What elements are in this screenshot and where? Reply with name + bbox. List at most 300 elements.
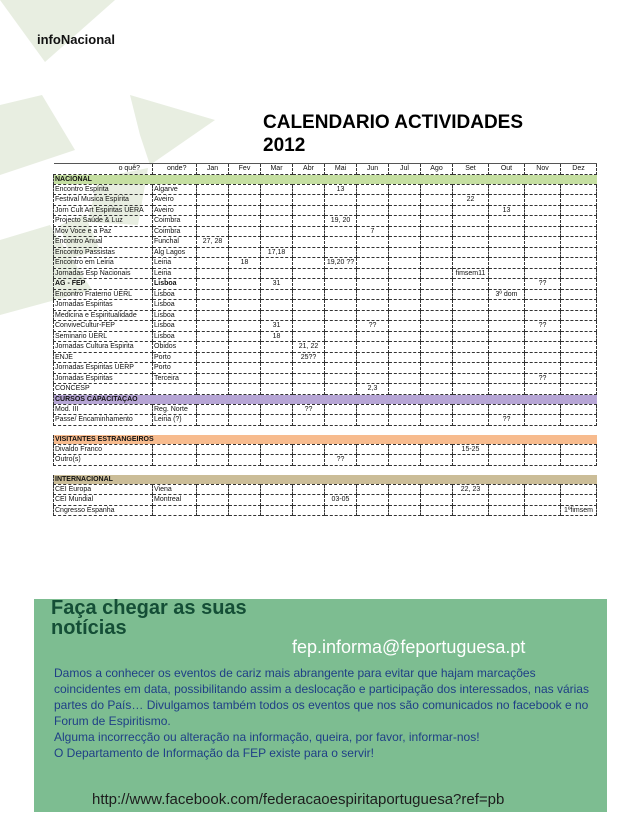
column-header: Jul xyxy=(389,164,421,175)
month-cell xyxy=(261,342,293,353)
event-name: AG - FEP xyxy=(54,279,153,290)
month-cell xyxy=(453,247,489,258)
month-cell xyxy=(357,205,389,216)
month-cell xyxy=(229,247,261,258)
month-cell xyxy=(357,363,389,374)
month-cell xyxy=(561,455,597,466)
month-cell xyxy=(261,415,293,426)
month-cell: 22 xyxy=(453,195,489,206)
month-cell xyxy=(197,331,229,342)
month-cell xyxy=(421,342,453,353)
event-place: Porto xyxy=(153,352,197,363)
month-cell xyxy=(389,415,421,426)
month-cell xyxy=(421,484,453,495)
month-cell xyxy=(453,373,489,384)
event-name: Passe/ Encaminhamento xyxy=(54,415,153,426)
month-cell xyxy=(293,289,325,300)
month-cell xyxy=(525,216,561,227)
month-cell xyxy=(389,352,421,363)
month-cell xyxy=(421,258,453,269)
event-name: Medicina e Espiritualidade xyxy=(54,310,153,321)
month-cell xyxy=(197,300,229,311)
month-cell xyxy=(489,268,525,279)
month-cell xyxy=(421,289,453,300)
month-cell xyxy=(357,300,389,311)
month-cell xyxy=(489,331,525,342)
month-cell xyxy=(421,268,453,279)
month-cell xyxy=(489,321,525,332)
month-cell xyxy=(197,195,229,206)
month-cell: ?? xyxy=(325,455,357,466)
month-cell xyxy=(389,444,421,455)
month-cell xyxy=(561,484,597,495)
month-cell xyxy=(293,226,325,237)
month-cell: ?? xyxy=(489,415,525,426)
month-cell xyxy=(453,495,489,506)
month-cell xyxy=(421,404,453,415)
month-cell xyxy=(325,300,357,311)
month-cell xyxy=(293,495,325,506)
table-row xyxy=(54,352,597,363)
month-cell: 2,3 xyxy=(357,384,389,395)
month-cell xyxy=(453,205,489,216)
event-name: CEI Europa xyxy=(54,484,153,495)
event-place xyxy=(153,455,197,466)
month-cell xyxy=(389,310,421,321)
month-cell xyxy=(421,373,453,384)
month-cell xyxy=(453,342,489,353)
month-cell xyxy=(229,268,261,279)
month-cell xyxy=(421,384,453,395)
event-name: CONCESP xyxy=(54,384,153,395)
month-cell xyxy=(197,268,229,279)
section-row xyxy=(54,174,597,184)
month-cell xyxy=(453,363,489,374)
month-cell xyxy=(525,352,561,363)
month-cell xyxy=(421,415,453,426)
month-cell xyxy=(489,363,525,374)
month-cell xyxy=(229,455,261,466)
table-row xyxy=(54,384,597,395)
month-cell xyxy=(421,184,453,195)
month-cell xyxy=(525,268,561,279)
month-cell xyxy=(293,444,325,455)
month-cell xyxy=(453,331,489,342)
month-cell xyxy=(229,505,261,516)
month-cell xyxy=(325,247,357,258)
calendar-body xyxy=(54,174,597,516)
month-cell xyxy=(325,279,357,290)
month-cell xyxy=(229,289,261,300)
month-cell xyxy=(261,384,293,395)
month-cell xyxy=(357,247,389,258)
event-name: Projecto Saúde & Luz xyxy=(54,216,153,227)
column-header: Jun xyxy=(357,164,389,175)
month-cell xyxy=(389,289,421,300)
month-cell: ?? xyxy=(293,404,325,415)
month-cell xyxy=(489,247,525,258)
event-place: Coimbra xyxy=(153,226,197,237)
month-cell xyxy=(389,300,421,311)
month-cell xyxy=(389,226,421,237)
month-cell xyxy=(229,226,261,237)
spacer-row xyxy=(54,465,597,475)
table-row xyxy=(54,505,597,516)
month-cell xyxy=(489,444,525,455)
month-cell xyxy=(561,289,597,300)
month-cell: 19, 20 xyxy=(325,216,357,227)
column-header: Abr xyxy=(293,164,325,175)
month-cell xyxy=(197,373,229,384)
event-place: Algarve xyxy=(153,184,197,195)
table-row xyxy=(54,310,597,321)
month-cell xyxy=(261,352,293,363)
news-panel xyxy=(34,599,607,812)
event-name: Jorn Cult Art Espiritas UERA xyxy=(54,205,153,216)
month-cell xyxy=(525,300,561,311)
month-cell xyxy=(561,415,597,426)
month-cell xyxy=(421,247,453,258)
event-name: Jornadas Espiritas UERP xyxy=(54,363,153,374)
column-header: Dez xyxy=(561,164,597,175)
month-cell xyxy=(325,415,357,426)
event-place: Lisboa xyxy=(153,331,197,342)
month-cell xyxy=(325,289,357,300)
table-row xyxy=(54,495,597,506)
month-cell xyxy=(229,205,261,216)
month-cell xyxy=(261,310,293,321)
month-cell xyxy=(229,300,261,311)
column-header: Fev xyxy=(229,164,261,175)
month-cell xyxy=(261,505,293,516)
month-cell xyxy=(325,321,357,332)
month-cell xyxy=(325,205,357,216)
month-cell xyxy=(561,384,597,395)
month-cell xyxy=(453,226,489,237)
month-cell xyxy=(261,195,293,206)
month-cell xyxy=(293,195,325,206)
month-cell xyxy=(525,444,561,455)
event-place: Lisboa xyxy=(153,279,197,290)
month-cell xyxy=(357,195,389,206)
month-cell xyxy=(325,331,357,342)
month-cell xyxy=(261,495,293,506)
month-cell: 1ºfimsem xyxy=(561,505,597,516)
table-row xyxy=(54,226,597,237)
table-row xyxy=(54,300,597,311)
month-cell xyxy=(389,404,421,415)
month-cell xyxy=(389,279,421,290)
month-cell xyxy=(453,237,489,248)
month-cell xyxy=(261,184,293,195)
month-cell xyxy=(489,352,525,363)
month-cell xyxy=(453,415,489,426)
page-title-line-2: 2012 xyxy=(263,135,306,156)
month-cell xyxy=(229,363,261,374)
contact-email[interactable]: fep.informa@feportuguesa.pt xyxy=(292,637,526,657)
month-cell xyxy=(357,331,389,342)
month-cell xyxy=(357,342,389,353)
month-cell xyxy=(261,300,293,311)
month-cell: 31 xyxy=(261,321,293,332)
event-name: ConviveCultur-FEP xyxy=(54,321,153,332)
event-name: Jornadas Espiritas xyxy=(54,373,153,384)
month-cell xyxy=(357,404,389,415)
month-cell xyxy=(389,505,421,516)
month-cell xyxy=(261,455,293,466)
event-name: Seminario UERL xyxy=(54,331,153,342)
month-cell xyxy=(453,352,489,363)
month-cell xyxy=(261,226,293,237)
month-cell xyxy=(293,373,325,384)
month-cell xyxy=(197,484,229,495)
month-cell xyxy=(389,495,421,506)
event-place: Viena xyxy=(153,484,197,495)
month-cell xyxy=(525,455,561,466)
month-cell xyxy=(489,384,525,395)
month-cell xyxy=(261,258,293,269)
month-cell xyxy=(421,321,453,332)
month-cell xyxy=(325,444,357,455)
event-place: Lisboa xyxy=(153,310,197,321)
month-cell xyxy=(293,363,325,374)
column-header: Nov xyxy=(525,164,561,175)
month-cell xyxy=(229,484,261,495)
month-cell xyxy=(357,495,389,506)
month-cell xyxy=(261,363,293,374)
month-cell xyxy=(525,505,561,516)
table-row xyxy=(54,247,597,258)
month-cell xyxy=(389,373,421,384)
section-label: VISITANTES ESTRANGEIROS xyxy=(54,435,597,445)
month-cell xyxy=(197,321,229,332)
month-cell xyxy=(389,216,421,227)
month-cell xyxy=(325,404,357,415)
event-name: CEI Mundial xyxy=(54,495,153,506)
spacer-row xyxy=(54,425,597,435)
month-cell xyxy=(421,279,453,290)
month-cell xyxy=(229,195,261,206)
month-cell xyxy=(229,331,261,342)
month-cell xyxy=(525,237,561,248)
event-name: Divaldo Franco xyxy=(54,444,153,455)
month-cell xyxy=(453,258,489,269)
event-name: Mov Voce e a Paz xyxy=(54,226,153,237)
month-cell xyxy=(293,484,325,495)
month-cell xyxy=(489,237,525,248)
event-place: Leiria (?) xyxy=(153,415,197,426)
month-cell xyxy=(561,310,597,321)
month-cell xyxy=(561,216,597,227)
event-place: Terceira xyxy=(153,373,197,384)
month-cell xyxy=(389,247,421,258)
month-cell xyxy=(525,415,561,426)
event-name: Outro(s) xyxy=(54,455,153,466)
month-cell xyxy=(293,321,325,332)
event-place xyxy=(153,444,197,455)
brand-label: infoNacional xyxy=(37,32,116,47)
month-cell: 03-05 xyxy=(325,495,357,506)
month-cell xyxy=(229,444,261,455)
month-cell xyxy=(561,444,597,455)
calendar-header-row xyxy=(54,164,597,175)
event-place: Leiria xyxy=(153,258,197,269)
month-cell: 27, 28 xyxy=(197,237,229,248)
month-cell xyxy=(421,455,453,466)
section-row xyxy=(54,475,597,485)
month-cell xyxy=(229,415,261,426)
month-cell: 3º dom xyxy=(489,289,525,300)
month-cell xyxy=(261,237,293,248)
month-cell xyxy=(561,247,597,258)
month-cell xyxy=(421,505,453,516)
event-place: Aveiro xyxy=(153,205,197,216)
event-place xyxy=(153,505,197,516)
month-cell xyxy=(197,363,229,374)
news-paragraph: O Departamento de Informação da FEP existe para o servir! xyxy=(54,746,374,760)
month-cell xyxy=(325,384,357,395)
event-place: Lisboa xyxy=(153,289,197,300)
news-paragraph: Alguma incorrecção ou alteração na informação, queira, por favor, informar-nos! xyxy=(54,730,480,744)
month-cell xyxy=(525,363,561,374)
month-cell xyxy=(489,195,525,206)
table-row xyxy=(54,237,597,248)
month-cell xyxy=(525,205,561,216)
section-label: CURSOS CAPACITAÇAO xyxy=(54,394,597,404)
month-cell xyxy=(293,455,325,466)
event-name: Festival Musica Espírita xyxy=(54,195,153,206)
event-place: Alg Lagos xyxy=(153,247,197,258)
event-name: Jornadas Espiritas xyxy=(54,300,153,311)
month-cell: ?? xyxy=(525,279,561,290)
month-cell xyxy=(197,352,229,363)
month-cell: ?? xyxy=(357,321,389,332)
table-row xyxy=(54,444,597,455)
month-cell: 18 xyxy=(261,331,293,342)
month-cell xyxy=(453,184,489,195)
month-cell xyxy=(293,258,325,269)
month-cell xyxy=(229,373,261,384)
month-cell xyxy=(293,247,325,258)
column-header: Jan xyxy=(197,164,229,175)
column-header: Mai xyxy=(325,164,357,175)
event-place: Aveiro xyxy=(153,195,197,206)
month-cell xyxy=(525,226,561,237)
month-cell xyxy=(325,342,357,353)
month-cell xyxy=(389,342,421,353)
month-cell xyxy=(453,300,489,311)
month-cell xyxy=(389,321,421,332)
table-row xyxy=(54,415,597,426)
month-cell xyxy=(453,216,489,227)
table-row xyxy=(54,363,597,374)
page-title-line-1: CALENDARIO ACTIVIDADES xyxy=(263,112,524,133)
month-cell xyxy=(453,404,489,415)
month-cell xyxy=(197,505,229,516)
month-cell xyxy=(357,484,389,495)
month-cell xyxy=(229,279,261,290)
month-cell xyxy=(229,184,261,195)
month-cell xyxy=(357,237,389,248)
month-cell: 17,18 xyxy=(261,247,293,258)
month-cell xyxy=(261,268,293,279)
month-cell xyxy=(261,444,293,455)
month-cell xyxy=(229,352,261,363)
month-cell xyxy=(489,342,525,353)
facebook-link[interactable]: http://www.facebook.com/federacaoespiritaportuguesa?ref=pb xyxy=(92,791,505,808)
news-heading-line-1: Faça chegar as suas xyxy=(51,597,247,619)
event-place: Lisboa xyxy=(153,321,197,332)
month-cell xyxy=(389,268,421,279)
month-cell xyxy=(389,205,421,216)
month-cell xyxy=(325,352,357,363)
section-row xyxy=(54,435,597,445)
month-cell xyxy=(453,384,489,395)
month-cell xyxy=(525,404,561,415)
event-place: Montreal xyxy=(153,495,197,506)
table-row xyxy=(54,195,597,206)
event-name: Encontro em Leiria xyxy=(54,258,153,269)
month-cell xyxy=(389,484,421,495)
month-cell xyxy=(293,205,325,216)
month-cell xyxy=(561,226,597,237)
month-cell xyxy=(197,279,229,290)
month-cell: 13 xyxy=(325,184,357,195)
month-cell xyxy=(293,331,325,342)
month-cell xyxy=(357,352,389,363)
month-cell xyxy=(525,495,561,506)
month-cell xyxy=(261,373,293,384)
month-cell xyxy=(561,195,597,206)
month-cell xyxy=(489,258,525,269)
event-name: Encontro Passistas xyxy=(54,247,153,258)
month-cell xyxy=(261,289,293,300)
month-cell xyxy=(261,216,293,227)
month-cell xyxy=(229,310,261,321)
month-cell: 13 xyxy=(489,205,525,216)
section-row xyxy=(54,394,597,404)
month-cell xyxy=(293,415,325,426)
month-cell xyxy=(453,279,489,290)
news-paragraph: Damos a conhecer os eventos de cariz mais abrangente para evitar que hajam marcações coincidentes em data, possibilitando assim a deslocação e participação dos interessados, nas várias partes do País… Divulgamos também todos os eventos que nos são comunicados no facebook e no Forum de Espiritismo. xyxy=(54,666,589,728)
month-cell xyxy=(561,237,597,248)
month-cell xyxy=(197,216,229,227)
month-cell: ?? xyxy=(525,373,561,384)
month-cell xyxy=(357,289,389,300)
month-cell xyxy=(357,184,389,195)
month-cell xyxy=(489,373,525,384)
month-cell xyxy=(561,331,597,342)
month-cell xyxy=(197,310,229,321)
month-cell xyxy=(357,455,389,466)
month-cell xyxy=(453,455,489,466)
month-cell xyxy=(293,505,325,516)
month-cell xyxy=(489,300,525,311)
month-cell xyxy=(389,331,421,342)
month-cell xyxy=(453,505,489,516)
month-cell xyxy=(421,216,453,227)
event-name: Encontro Fraterno UERL xyxy=(54,289,153,300)
month-cell xyxy=(197,404,229,415)
event-name: ENJE xyxy=(54,352,153,363)
month-cell xyxy=(525,331,561,342)
month-cell xyxy=(229,216,261,227)
table-row xyxy=(54,279,597,290)
month-cell xyxy=(525,258,561,269)
table-row xyxy=(54,289,597,300)
month-cell xyxy=(453,289,489,300)
month-cell xyxy=(197,495,229,506)
